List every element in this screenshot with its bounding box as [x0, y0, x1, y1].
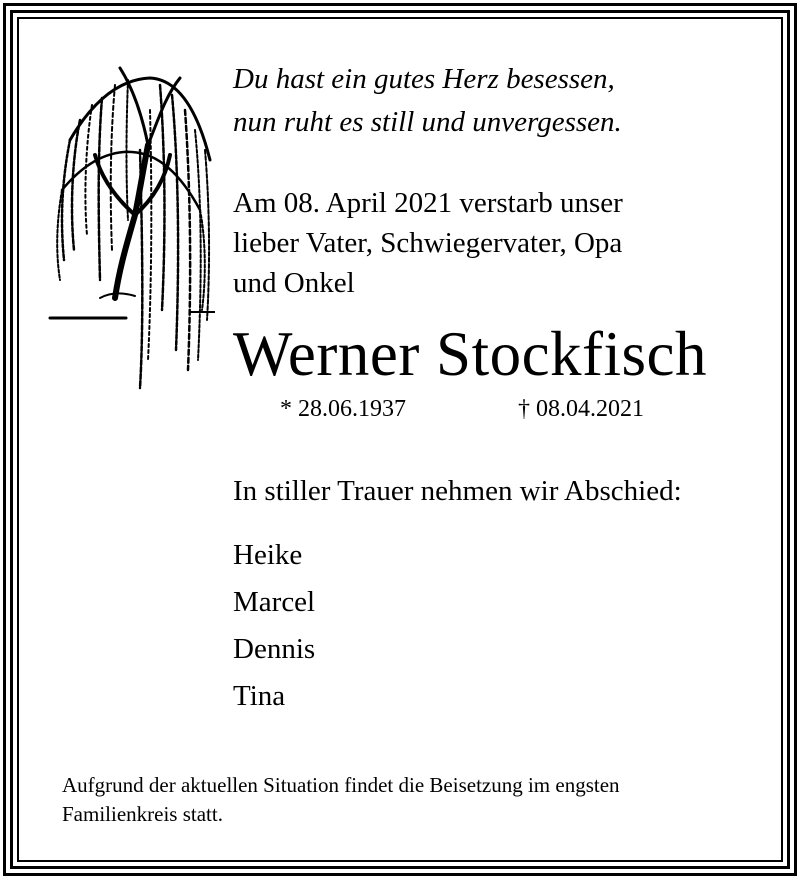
- deceased-name: Werner Stockfisch: [233, 319, 708, 389]
- verse-line: nun ruht es still und unvergessen.: [233, 106, 622, 138]
- family-member: Tina: [233, 680, 286, 712]
- funeral-note: [62, 771, 762, 829]
- note-line: Aufgrund der aktuellen Situation findet die Beisetzung im engsten: [62, 773, 620, 797]
- death-announcement: [233, 183, 623, 303]
- verse-line: Du hast ein gutes Herz besessen,: [233, 63, 615, 95]
- family-member: Dennis: [233, 633, 316, 665]
- family-member: Marcel: [233, 586, 316, 618]
- note-line: Familienkreis statt.: [62, 802, 223, 826]
- weeping-willow-icon: [40, 50, 215, 395]
- mourning-line: In stiller Trauer nehmen wir Abschied:: [233, 475, 682, 507]
- family-member: Heike: [233, 539, 303, 571]
- death-date: † 08.04.2021: [518, 396, 644, 422]
- announcement-line: Am 08. April 2021 verstarb unser: [233, 187, 623, 219]
- birth-date: * 28.06.1937: [280, 396, 406, 422]
- announcement-line: und Onkel: [233, 267, 355, 299]
- announcement-line: lieber Vater, Schwiegervater, Opa: [233, 227, 623, 259]
- memorial-verse: [233, 58, 622, 144]
